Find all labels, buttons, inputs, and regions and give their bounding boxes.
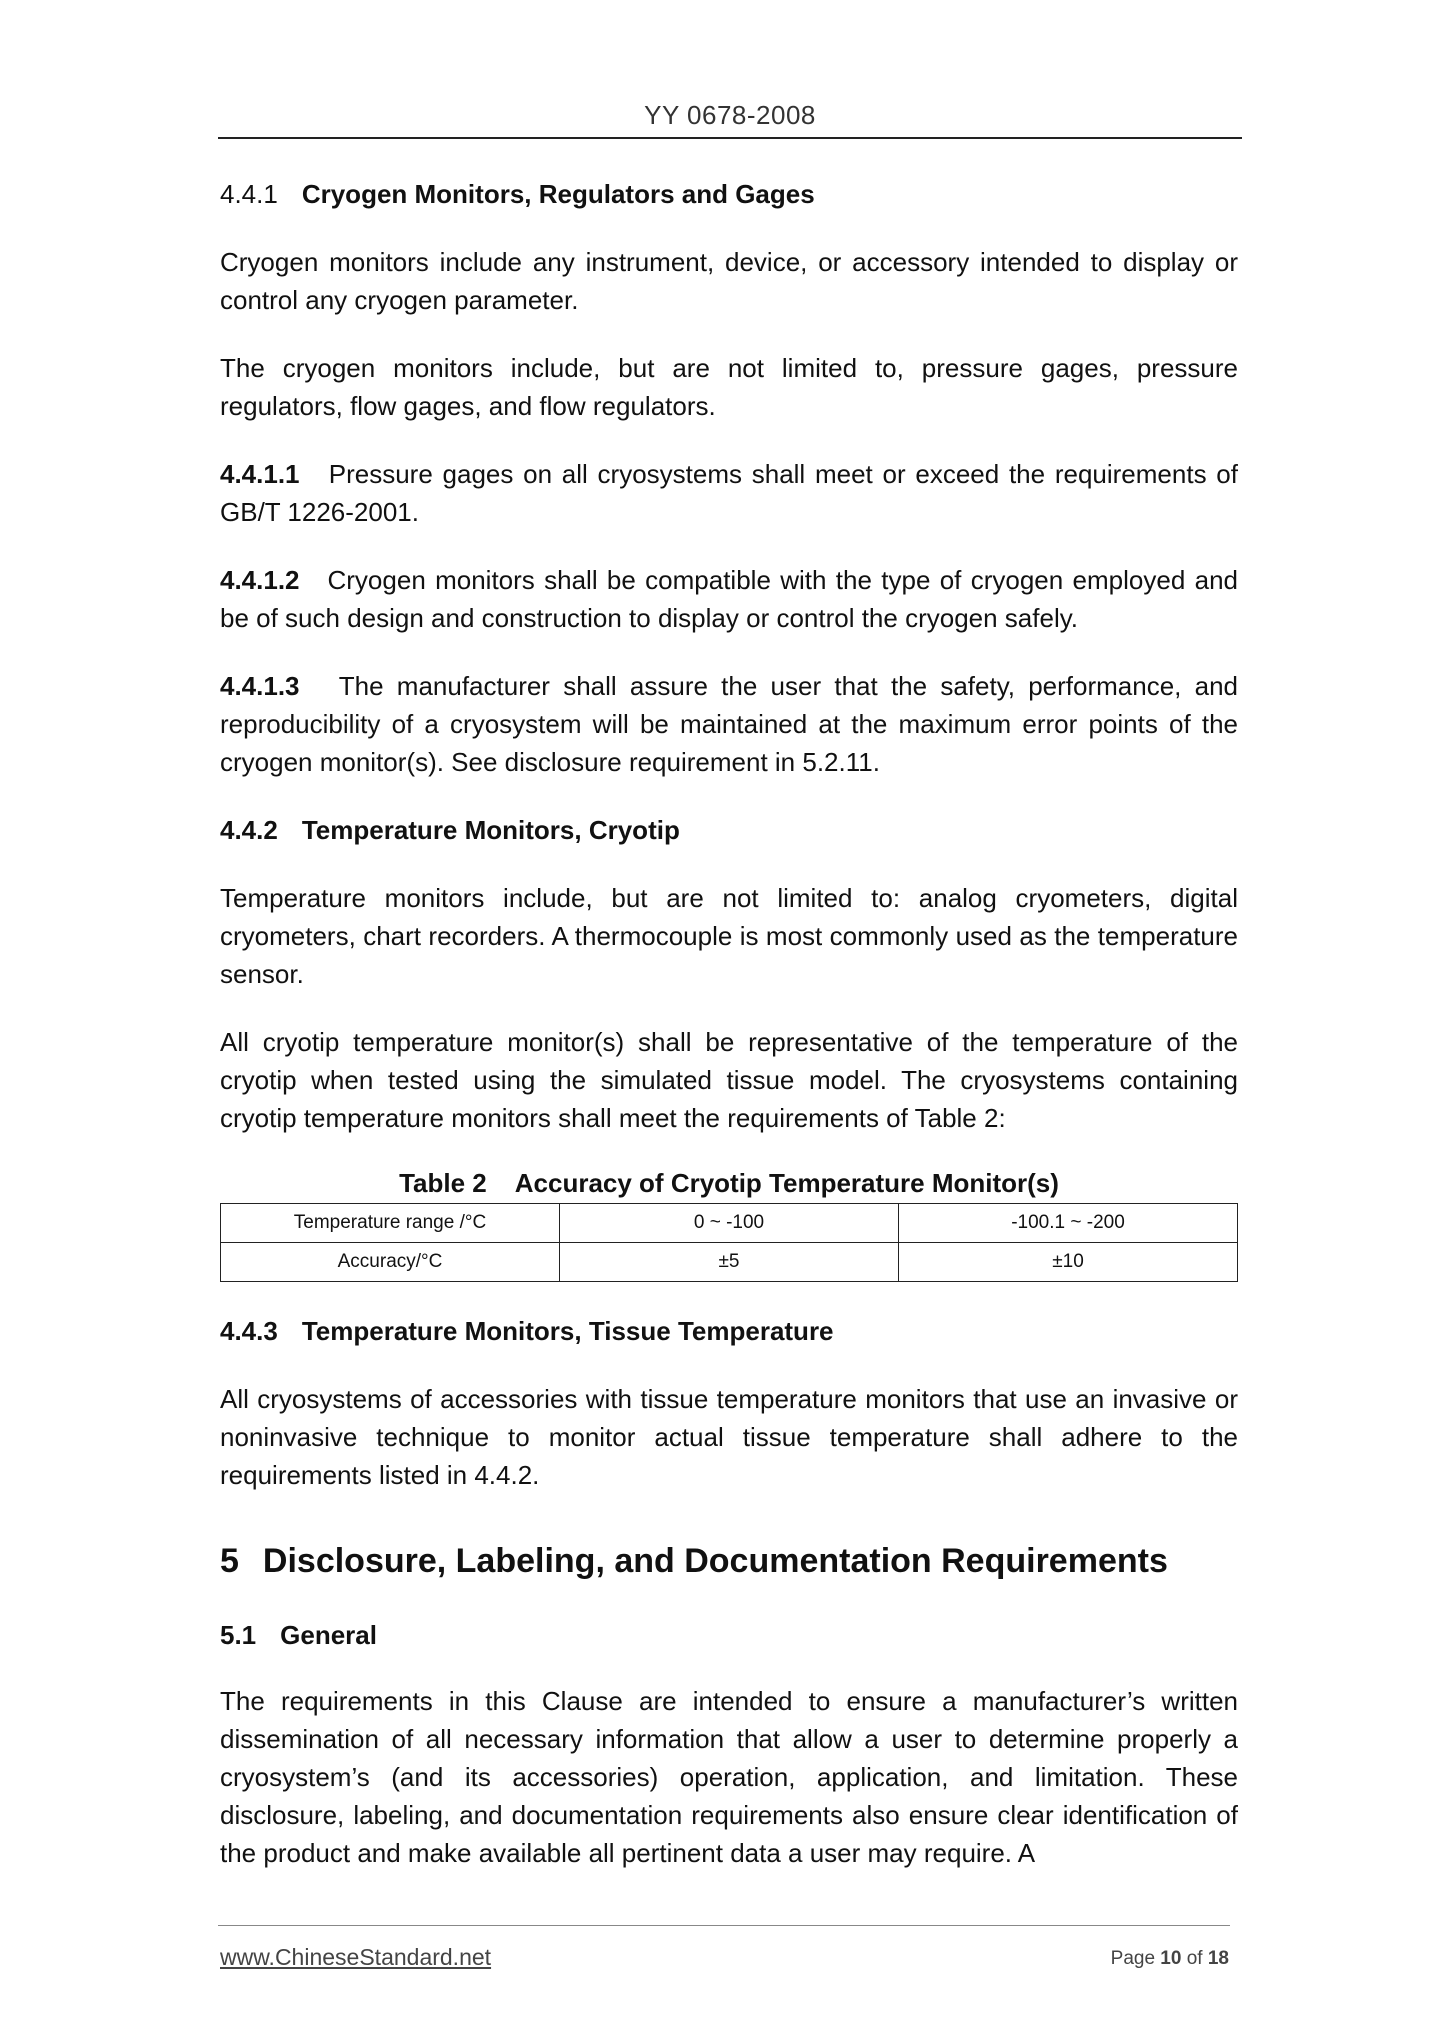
document-header: YY 0678-2008 xyxy=(644,100,816,130)
page-number xyxy=(1111,1948,1229,1970)
table-cell: Temperature range /°C xyxy=(221,1204,560,1243)
clause-4-4-1-3 xyxy=(220,667,1238,781)
paragraph: All cryotip temperature monitor(s) shall be representative of the temperature of the cryotip when tested using the simulated tissue model. The cryosystems containing cryotip temperature monitors shall meet the requirements of Table 2: xyxy=(220,1027,1238,1133)
current-page: 10 xyxy=(1160,1948,1182,1969)
clause-text: Pressure gages on all cryosystems shall meet or exceed the requirements of GB/T 1226-2001. xyxy=(220,459,1238,527)
total-pages: 18 xyxy=(1207,1948,1229,1969)
section-heading-4-4-1 xyxy=(220,175,1238,213)
clause-number: 4.4.1.3 xyxy=(220,671,300,701)
table-row xyxy=(221,1243,1238,1282)
paragraph: The cryogen monitors include, but are not limited to, pressure gages, pressure regulators, flow gages, and flow regulators. xyxy=(220,353,1238,421)
chapter-heading-5 xyxy=(220,1538,1238,1584)
document-body xyxy=(220,175,1238,1872)
section-title: Temperature Monitors, Cryotip xyxy=(301,815,680,845)
table-cell: 0 ~ -100 xyxy=(560,1204,899,1243)
table-title: Accuracy of Cryotip Temperature Monitor(s) xyxy=(514,1168,1059,1198)
clause-4-4-1-1 xyxy=(220,455,1238,531)
section-title: Cryogen Monitors, Regulators and Gages xyxy=(301,179,815,209)
table-caption xyxy=(220,1165,1238,1201)
of-word: of xyxy=(1186,1948,1203,1969)
paragraph: The requirements in this Clause are intended to ensure a manufacturer’s written dissemination of all necessary information that allow a user to determine properly a cryosystem’s (and its accessories) operation, application, and limitation. These disclosure, labeling, and documentation requirements also ensure clear identification of the product and make available all pertinent data a user may require. A xyxy=(220,1686,1238,1868)
section-number: 5.1 xyxy=(220,1620,257,1650)
paragraph: Temperature monitors include, but are not limited to: analog cryometers, digital cryometers, chart recorders. A thermocouple is most commonly used as the temperature sensor. xyxy=(220,883,1238,989)
clause-number: 4.4.1.1 xyxy=(220,459,300,489)
clause-text: The manufacturer shall assure the user that the safety, performance, and reproducibility of a cryosystem will be maintained at the maximum error points of the cryogen monitor(s). See disclosure requirement in 5.2.11. xyxy=(220,671,1239,777)
page-word: Page xyxy=(1110,1948,1156,1969)
section-number: 4.4.2 xyxy=(220,815,278,845)
accuracy-table xyxy=(220,1203,1238,1282)
table-cell: -100.1 ~ -200 xyxy=(899,1204,1238,1243)
paragraph: Cryogen monitors include any instrument, device, or accessory intended to display or control any cryogen parameter. xyxy=(220,247,1238,315)
section-heading-5-1 xyxy=(220,1616,1238,1654)
section-title: Temperature Monitors, Tissue Temperature xyxy=(301,1316,834,1346)
table-cell: Accuracy/°C xyxy=(221,1243,560,1282)
clause-text: Cryogen monitors shall be compatible with the type of cryogen employed and be of such design and construction to display or control the cryogen safely. xyxy=(220,565,1238,633)
table-label: Table 2 xyxy=(399,1168,487,1198)
chapter-number: 5 xyxy=(220,1542,239,1580)
chapter-title: Disclosure, Labeling, and Documentation Requirements xyxy=(262,1542,1168,1580)
section-heading-4-4-2 xyxy=(220,811,1238,849)
table-row xyxy=(221,1204,1238,1243)
paragraph: All cryosystems of accessories with tissue temperature monitors that use an invasive or noninvasive technique to monitor actual tissue temperature shall adhere to the requirements listed in 4.4.2. xyxy=(220,1384,1238,1490)
clause-4-4-1-2 xyxy=(220,561,1238,637)
section-number: 4.4.3 xyxy=(220,1316,278,1346)
clause-number: 4.4.1.2 xyxy=(220,565,300,595)
footer-rule xyxy=(218,1925,1230,1926)
section-title: General xyxy=(280,1620,377,1650)
table-cell: ±10 xyxy=(899,1243,1238,1282)
section-number: 4.4.1 xyxy=(220,179,278,209)
table-cell: ±5 xyxy=(560,1243,899,1282)
header-rule xyxy=(218,137,1242,139)
section-heading-4-4-3 xyxy=(220,1312,1238,1350)
footer-website-link[interactable]: www.ChineseStandard.net xyxy=(220,1944,492,1970)
